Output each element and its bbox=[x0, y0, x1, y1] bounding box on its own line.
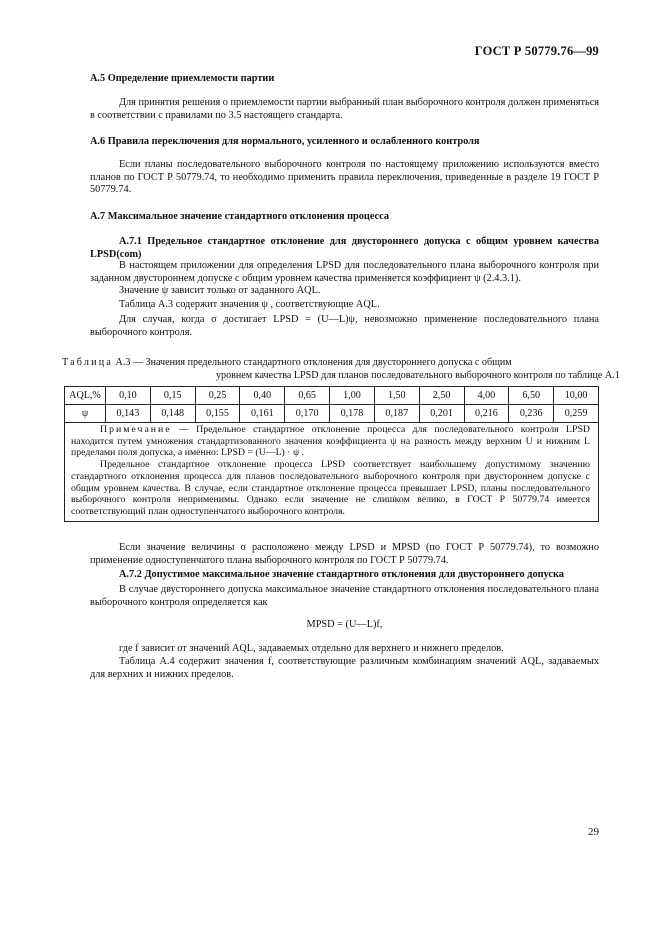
note-text-1: — Предельное стандартное отклонение процесса для последовательного контроля LPSD находится путем умножения стандартизованного значения коэффициента ψ на разность между верхним U и нижним L пределами поля допуска, а именно: LPSD = (U—L) · ψ . bbox=[71, 424, 590, 459]
table-cell: 0,201 bbox=[419, 405, 464, 423]
table-caption-line-2: уровнем качества LPSD для планов последовательного выборочного контроля по таблице А.1 bbox=[216, 370, 620, 381]
table-a3-caption bbox=[62, 357, 602, 369]
a7-2-paragraph-1: В случае двустороннего допуска максимальное значение стандартного отклонения последовательного плана выборочного контроля определяется как bbox=[90, 584, 599, 608]
table-note bbox=[64, 421, 599, 522]
table-row-psi bbox=[65, 405, 599, 423]
table-row-label-aql: AQL,% bbox=[65, 387, 106, 405]
table-cell: 0,259 bbox=[554, 405, 599, 423]
table-caption-line-1: А.3 — Значения предельного стандартного отклонения для двустороннего допуска с общим bbox=[113, 357, 512, 368]
after-table-paragraph: Если значение величины σ расположено между LPSD и MPSD (по ГОСТ Р 50779.74), то возможно применение одноступенчатого плана выборочного контроля по ГОСТ Р 50779.74. bbox=[90, 542, 599, 566]
table-cell: 0,15 bbox=[150, 387, 195, 405]
subsection-a7-1-heading: А.7.1 Предельное стандартное отклонение для двустороннего допуска с общим уровнем качества LPSD(com) bbox=[90, 236, 599, 260]
note-paragraph-2: Предельное стандартное отклонение процесса LPSD соответствует наибольшему допустимому значению стандартного отклонения процесса для планов последовательного выборочного контроля при двустороннем допуске с общим уровнем качества. В случае, если стандартное отклонение процесса превышает LPSD, планы последовательного выборочного контроля неприменимы. Однако если значение не слишком велико, в ГОСТ Р 50779.74 имеется соответствующий план одноступенчатого выборочного контроля. bbox=[71, 459, 590, 517]
note-label: Примечание bbox=[100, 424, 172, 435]
table-cell: 1,50 bbox=[374, 387, 419, 405]
table-cell: 0,187 bbox=[374, 405, 419, 423]
table-cell: 0,65 bbox=[285, 387, 330, 405]
table-caption-label: Таблица bbox=[62, 357, 113, 368]
table-cell: 0,148 bbox=[150, 405, 195, 423]
table-cell: 0,178 bbox=[330, 405, 375, 423]
section-a7-heading: А.7 Максимальное значение стандартного отклонения процесса bbox=[90, 211, 389, 222]
table-cell: 0,161 bbox=[240, 405, 285, 423]
section-a6-heading: А.6 Правила переключения для нормального, усиленного и ослабленного контроля bbox=[90, 136, 480, 147]
table-row-label-psi: ψ bbox=[65, 405, 106, 423]
table-cell: 4,00 bbox=[464, 387, 509, 405]
a7-2-paragraph-3: Таблица А.4 содержит значения f, соответствующие различным комбинациям значений AQL, задаваемых для верхних и нижних пределов. bbox=[90, 656, 599, 680]
a7-2-paragraph-2: где f зависит от значений AQL, задаваемых отдельно для верхнего и нижнего пределов. bbox=[119, 643, 504, 654]
table-cell: 2,50 bbox=[419, 387, 464, 405]
document-header-id: ГОСТ Р 50779.76—99 bbox=[474, 44, 599, 58]
table-cell: 6,50 bbox=[509, 387, 554, 405]
subsection-a7-2-heading: А.7.2 Допустимое максимальное значение стандартного отклонения для двустороннего допуска bbox=[119, 569, 564, 580]
section-a6-paragraph: Если планы последовательного выборочного контроля по настоящему приложению используются вместо планов по ГОСТ Р 50779.74, то необходимо применить правила переключения, приведенные в разделе 19 ГОСТ Р 50779.74. bbox=[90, 159, 599, 196]
a7-1-paragraph-3: Таблица А.3 содержит значения ψ , соответствующие AQL. bbox=[119, 299, 380, 310]
note-paragraph-1 bbox=[71, 424, 590, 459]
table-cell: 10,00 bbox=[554, 387, 599, 405]
section-a5-heading: А.5 Определение приемлемости партии bbox=[90, 73, 275, 84]
a7-1-paragraph-1: В настоящем приложении для определения LPSD для последовательного плана выборочного контроля при заданном двустороннем допуске с общим уровнем качества применяется коэффициент ψ (2.4.3.1). bbox=[90, 260, 599, 284]
a7-1-paragraph-4: Для случая, когда σ достигает LPSD = (U—L)ψ, невозможно применение последовательного плана выборочного контроля. bbox=[90, 314, 599, 338]
table-cell: 0,10 bbox=[106, 387, 151, 405]
table-cell: 0,143 bbox=[106, 405, 151, 423]
page-number: 29 bbox=[588, 826, 599, 838]
section-a5-paragraph: Для принятия решения о приемлемости партии выбранный план выборочного контроля должен применяться в соответствии с правилами по 3.5 настоящего стандарта. bbox=[90, 97, 599, 121]
table-cell: 0,40 bbox=[240, 387, 285, 405]
table-cell: 0,236 bbox=[509, 405, 554, 423]
table-cell: 0,155 bbox=[195, 405, 240, 423]
table-cell: 1,00 bbox=[330, 387, 375, 405]
a7-1-paragraph-2: Значение ψ зависит только от заданного AQL. bbox=[119, 285, 321, 296]
table-cell: 0,216 bbox=[464, 405, 509, 423]
table-a3 bbox=[64, 386, 599, 423]
table-row-aql bbox=[65, 387, 599, 405]
formula-mpsd: MPSD = (U—L)f, bbox=[306, 619, 383, 630]
table-cell: 0,170 bbox=[285, 405, 330, 423]
table-cell: 0,25 bbox=[195, 387, 240, 405]
